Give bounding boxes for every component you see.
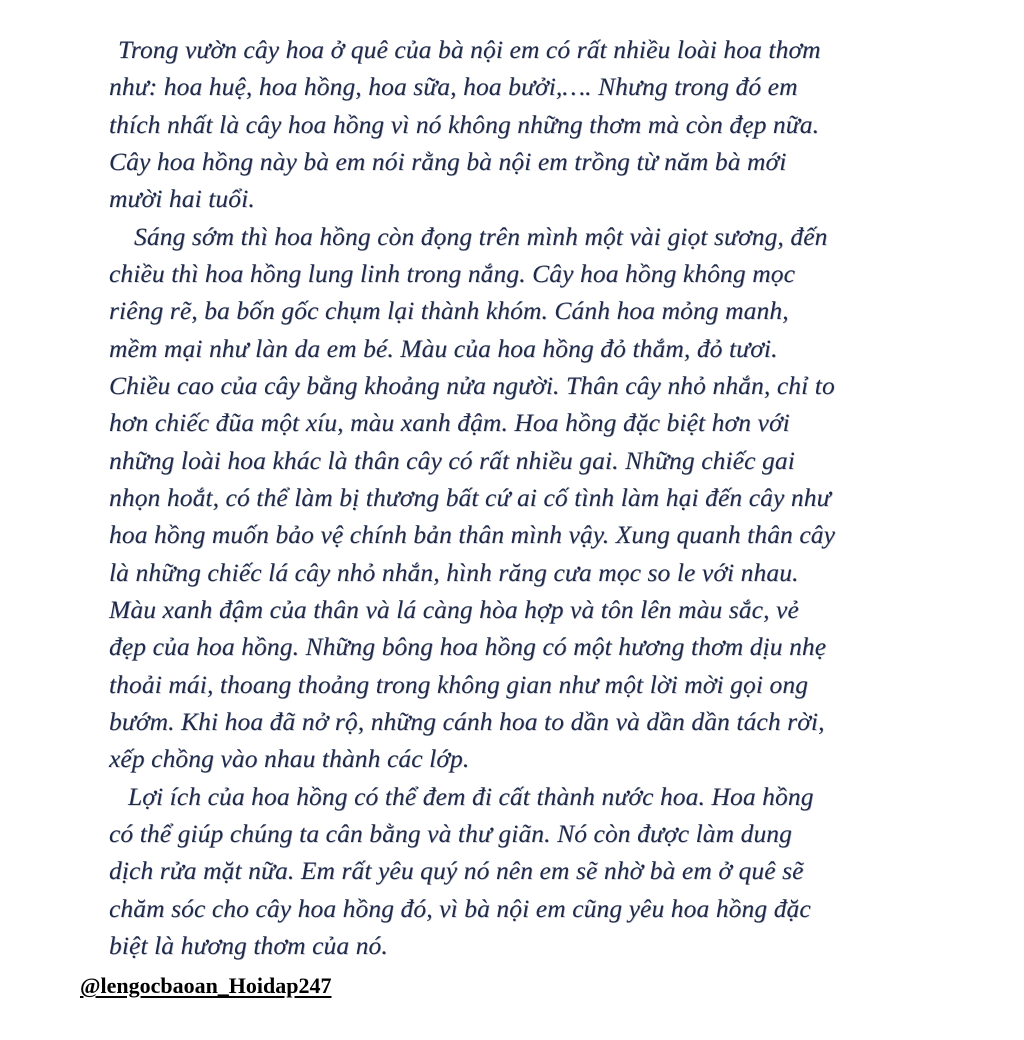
text-line: riêng rẽ, ba bốn gốc chụm lại thành khóm. Cánh hoa mỏng manh, (109, 296, 789, 325)
text-line: Chiều cao của cây bằng khoảng nửa người. Thân cây nhỏ nhắn, chỉ to (109, 371, 835, 400)
text-line: biệt là hương thơm của nó. (109, 931, 388, 960)
text-line: Lợi ích của hoa hồng có thể đem đi cất thành nước hoa. Hoa hồng (128, 782, 814, 811)
text-line: chiều thì hoa hồng lung linh trong nắng. Cây hoa hồng không mọc (109, 259, 796, 288)
text-line: chăm sóc cho cây hoa hồng đó, vì bà nội em cũng yêu hoa hồng đặc (109, 894, 811, 923)
text-line: dịch rửa mặt nữa. Em rất yêu quý nó nên em sẽ nhờ bà em ở quê sẽ (109, 856, 804, 885)
text-line: có thể giúp chúng ta cân bằng và thư giãn. Nó còn được làm dung (109, 819, 793, 848)
text-line: đẹp của hoa hồng. Những bông hoa hồng có một hương thơm dịu nhẹ (109, 632, 827, 661)
text-line: mười hai tuổi. (109, 184, 255, 213)
text-line: Màu xanh đậm của thân và lá càng hòa hợp và tôn lên màu sắc, vẻ (109, 595, 799, 624)
text-line: thoải mái, thoang thoảng trong không gian như một lời mời gọi ong (109, 670, 809, 699)
text-line: Sáng sớm thì hoa hồng còn đọng trên mình một vài giọt sương, đến (134, 222, 828, 251)
text-line: mềm mại như làn da em bé. Màu của hoa hồng đỏ thắm, đỏ tươi. (109, 334, 778, 363)
text-line: nhọn hoắt, có thể làm bị thương bất cứ ai cố tình làm hại đến cây như (109, 483, 831, 512)
text-line: những loài hoa khác là thân cây có rất nhiều gai. Những chiếc gai (109, 446, 795, 475)
text-line: hơn chiếc đũa một xíu, màu xanh đậm. Hoa hồng đặc biệt hơn với (109, 408, 790, 437)
text-line: như: hoa huệ, hoa hồng, hoa sữa, hoa bưởi,…. Nhưng trong đó em (109, 72, 798, 101)
text-line: Trong vườn cây hoa ở quê của bà nội em có rất nhiều loài hoa thơm (118, 35, 821, 64)
text-line: là những chiếc lá cây nhỏ nhắn, hình răng cưa mọc so le với nhau. (109, 558, 799, 587)
text-line: xếp chồng vào nhau thành các lớp. (109, 744, 470, 773)
text-line: bướm. Khi hoa đã nở rộ, những cánh hoa to dần và dần dần tách rời, (109, 707, 825, 736)
text-line: thích nhất là cây hoa hồng vì nó không những thơm mà còn đẹp nữa. (109, 110, 820, 139)
author-signature: @lengocbaoan_Hoidap247 (80, 973, 332, 998)
text-line: hoa hồng muốn bảo vệ chính bản thân mình vậy. Xung quanh thân cây (109, 520, 836, 549)
text-line: Cây hoa hồng này bà em nói rằng bà nội em trồng từ năm bà mới (109, 147, 787, 176)
